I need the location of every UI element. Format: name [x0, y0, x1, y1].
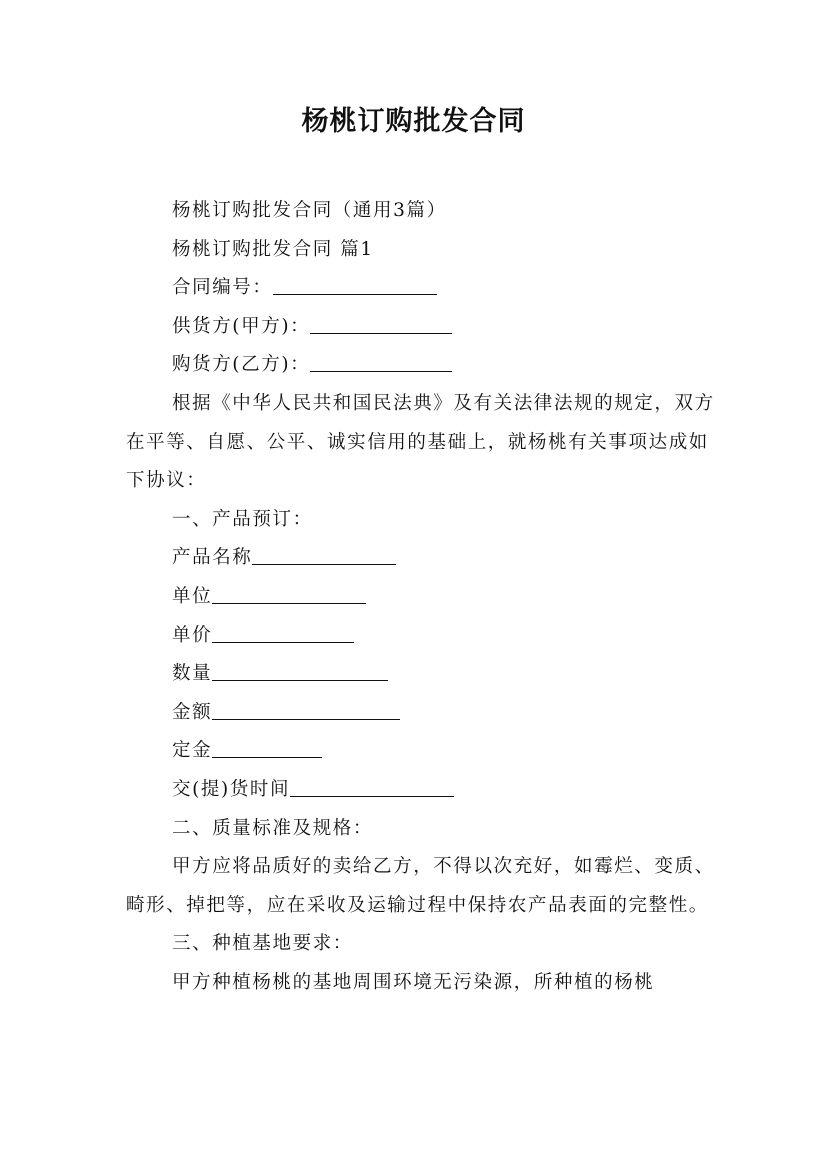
supplier-label: 供货方(甲方)：: [172, 315, 311, 337]
delivery-time-label: 交(提)货时间: [172, 778, 291, 800]
buyer-label: 购货方(乙方)：: [172, 354, 311, 376]
quantity-line: [126, 655, 716, 694]
delivery-time-line: [126, 771, 716, 810]
amount-label: 金额: [172, 701, 213, 723]
document-body: [126, 192, 716, 1002]
clause3-heading: 三、种植基地要求：: [172, 933, 353, 955]
contract-number-blank: [273, 270, 437, 295]
quantity-blank: [212, 656, 388, 681]
preamble-paragraph: 根据《中华人民共和国民法典》及有关法律法规的规定，双方在平等、自愿、公平、诚实信用的基础上，就杨桃有关事项达成如下协议：: [126, 392, 715, 492]
unit-price-blank: [212, 618, 354, 643]
amount-line: [126, 694, 716, 733]
contract-number-line: [126, 269, 716, 308]
clause2-paragraph: 甲方应将品质好的卖给乙方，不得以次充好，如霉烂、变质、畸形、掉把等，应在采收及运输过程中保持农产品表面的完整性。: [126, 856, 715, 916]
product-name-label: 产品名称: [172, 547, 253, 569]
unit-line: [126, 578, 716, 617]
quantity-label: 数量: [172, 663, 213, 685]
document-title: 杨桃订购批发合同: [301, 106, 526, 137]
unit-price-line: [126, 617, 716, 656]
clause1-heading: 一、产品预订：: [172, 508, 313, 530]
delivery-time-blank: [290, 772, 454, 797]
unit-price-label: 单价: [172, 624, 213, 646]
deposit-line: [126, 732, 716, 771]
deposit-label: 定金: [172, 740, 213, 762]
unit-label: 单位: [172, 585, 213, 607]
product-name-blank: [252, 540, 396, 565]
supplier-blank: [310, 309, 452, 334]
buyer-line: [126, 346, 716, 385]
unit-blank: [212, 579, 366, 604]
product-name-line: [126, 539, 716, 578]
clause3-paragraph: 甲方种植杨桃的基地周围环境无污染源，所种植的杨桃: [172, 971, 655, 993]
deposit-blank: [212, 733, 322, 758]
supplier-line: [126, 308, 716, 347]
buyer-blank: [310, 347, 452, 372]
contract-number-label: 合同编号：: [172, 277, 273, 299]
document-subtitle: 杨桃订购批发合同（通用3篇）: [172, 200, 447, 221]
amount-blank: [212, 695, 400, 720]
section-heading: 杨桃订购批发合同 篇1: [172, 238, 374, 260]
clause2-heading: 二、质量标准及规格：: [172, 817, 374, 839]
